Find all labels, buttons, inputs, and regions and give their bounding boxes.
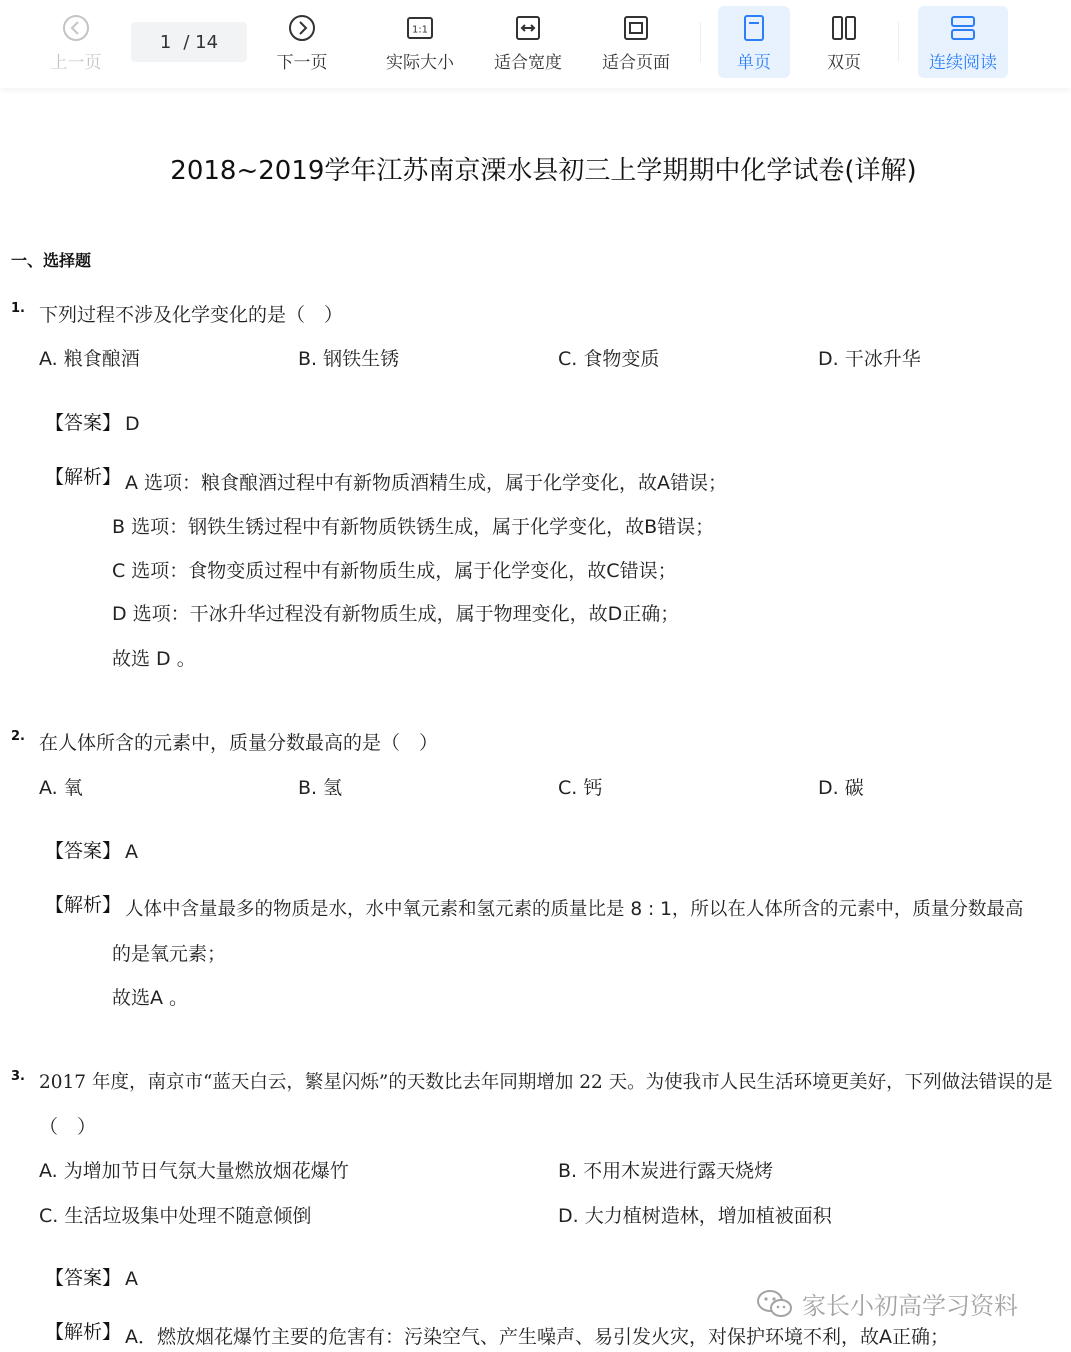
single-page-button[interactable]: [718, 6, 790, 78]
answer-value: A: [125, 1268, 138, 1290]
explain-tag: 【解析】: [45, 466, 122, 488]
option-a: A. 为增加节日气氛大量燃放烟花爆竹: [39, 1160, 349, 1182]
next-page-label: 下一页: [276, 53, 328, 73]
answer-tag: 【答案】: [45, 1267, 122, 1289]
question-text: 下列过程不涉及化学变化的是（ ）: [39, 304, 344, 326]
explain-line: A 选项：粮食酿酒过程中有新物质酒精生成，属于化学变化，故A错误；: [125, 472, 728, 494]
explain-line: D 选项：干冰升华过程没有新物质生成，属于物理变化，故D正确；: [112, 603, 680, 625]
actual-size-button[interactable]: [376, 6, 464, 78]
option-d: D. 碳: [818, 777, 864, 799]
fit-width-icon: [514, 14, 542, 42]
option-b: B. 钢铁生锈: [298, 348, 400, 370]
option-a: A. 氧: [39, 777, 83, 799]
explain-tag: 【解析】: [45, 1321, 122, 1343]
wechat-icon: [756, 1289, 794, 1319]
question-number: 3.: [11, 1069, 25, 1084]
actual-size-label: 实际大小: [386, 53, 454, 73]
double-page-label: 双页: [827, 53, 861, 73]
continuous-read-button[interactable]: [918, 6, 1008, 78]
option-b: B. 不用木炭进行露天烧烤: [558, 1160, 774, 1182]
page-indicator[interactable]: [131, 22, 247, 62]
explain-tag: 【解析】: [45, 894, 122, 916]
question-text: 在人体所含的元素中，质量分数最高的是（ ）: [39, 732, 439, 754]
answer-tag: 【答案】: [45, 840, 122, 862]
fit-page-label: 适合页面: [602, 53, 670, 73]
explain-line: A．燃放烟花爆竹主要的危害有：污染空气、产生噪声、易引发火灾，对保护环境不利，故A正确；: [125, 1326, 949, 1348]
option-b: B. 氢: [298, 777, 343, 799]
explain-line: 故选A 。: [112, 987, 189, 1009]
answer-value: D: [125, 413, 140, 435]
single-page-label: 单页: [737, 53, 771, 73]
explain-line: C 选项：食物变质过程中有新物质生成，属于化学变化，故C错误；: [112, 560, 677, 582]
option-d: D. 干冰升华: [818, 348, 921, 370]
continuous-read-label: 连续阅读: [929, 53, 997, 73]
viewer-toolbar: [0, 0, 1071, 88]
actual-size-icon: [406, 14, 434, 42]
chevron-right-circle-icon: [288, 14, 316, 42]
fit-page-icon: [622, 14, 650, 42]
page-total: / 14: [183, 31, 219, 53]
option-c: C. 生活垃圾集中处理不随意倾倒: [39, 1205, 312, 1227]
explain-line: 故选 D 。: [112, 648, 196, 670]
question-text-line2: （ ）: [39, 1116, 97, 1138]
answer-value: A: [125, 841, 138, 863]
answer-tag: 【答案】: [45, 412, 122, 434]
option-c: C. 钙: [558, 777, 603, 799]
chevron-left-circle-icon: [62, 14, 90, 42]
double-page-icon: [830, 14, 858, 42]
option-a: A. 粮食酿酒: [39, 348, 140, 370]
explain-line: B 选项：钢铁生锈过程中有新物质铁锈生成，属于化学变化，故B错误；: [112, 516, 715, 538]
option-c: C. 食物变质: [558, 348, 660, 370]
watermark: [756, 1286, 1018, 1321]
next-page-button[interactable]: [266, 6, 338, 78]
prev-page-button[interactable]: [40, 6, 112, 78]
option-d: D. 大力植树造林，增加植被面积: [558, 1205, 832, 1227]
document-title: 2018~2019学年江苏南京溧水县初三上学期期中化学试卷(详解): [170, 156, 917, 186]
section-heading: 一、选择题: [11, 251, 92, 270]
explain-line: 人体中含量最多的物质是水，水中氧元素和氢元素的质量比是 8 : 1，所以在人体所含的元素中，质量分数最高: [125, 899, 1024, 920]
question-text: 2017 年度，南京市“蓝天白云，繁星闪烁”的天数比去年同期增加 22 天。为使我市人民生活环境更美好，下列做法错误的是: [39, 1072, 1053, 1093]
toolbar-divider: [700, 22, 701, 62]
single-page-icon: [740, 14, 768, 42]
double-page-button[interactable]: [808, 6, 880, 78]
fit-page-button[interactable]: [592, 6, 680, 78]
explain-line: 的是氧元素；: [112, 943, 227, 965]
question-number: 1.: [11, 301, 25, 316]
svg-text:1:1: 1:1: [411, 24, 429, 36]
fit-width-label: 适合宽度: [494, 53, 562, 73]
fit-width-button[interactable]: [484, 6, 572, 78]
toolbar-divider: [898, 22, 899, 62]
question-number: 2.: [11, 729, 25, 744]
watermark-text: 家长小初高学习资料: [802, 1292, 1018, 1320]
continuous-read-icon: [949, 14, 977, 42]
page-current-input[interactable]: 1: [159, 31, 172, 53]
prev-page-label: 上一页: [50, 53, 102, 73]
